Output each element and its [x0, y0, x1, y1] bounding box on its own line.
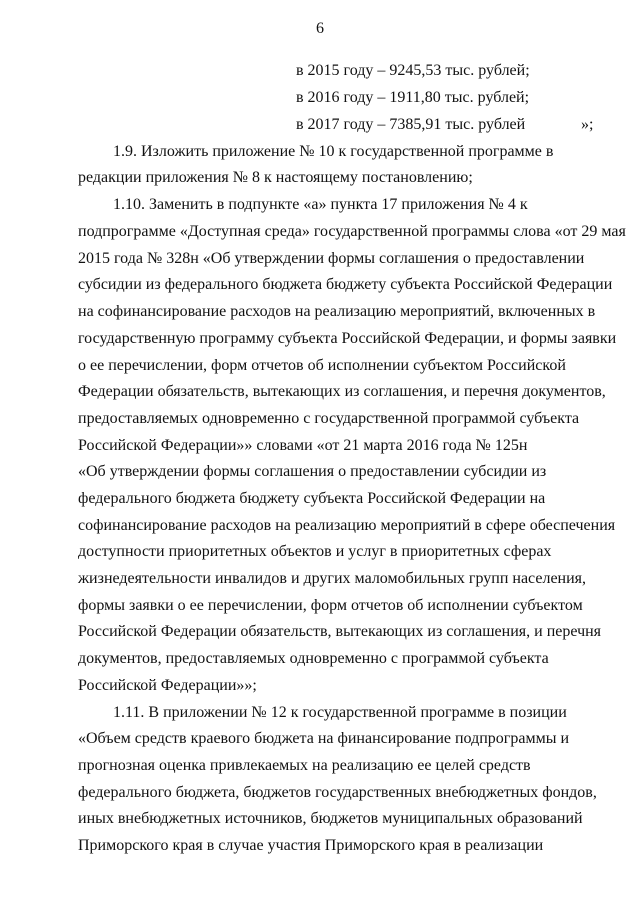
item-1-10-line-6: государственную программу субъекта Российской Федерации, и формы заявки	[78, 330, 617, 347]
item-1-11-line-3: прогнозная оценка привлекаемых на реализацию ее целей средств	[78, 757, 531, 774]
item-1-10-line-9: предоставляемых одновременно с государственной программой субъекта	[78, 410, 580, 427]
item-1-10-line-3: 2015 года № 328н «Об утверждении формы соглашения о предоставлении	[78, 250, 585, 267]
item-1-10-line-2: подпрограмме «Доступная среда» государственной программы слова «от 29 мая	[78, 223, 626, 240]
item-1-11-line-1: 1.11. В приложении № 12 к государственной программе в позиции	[113, 704, 567, 721]
item-1-10-line-15: жизнедеятельности инвалидов и других маломобильных групп населения,	[78, 570, 587, 587]
item-1-10-line-4: субсидии из федерального бюджета бюджету субъекта Российской Федерации	[78, 276, 613, 293]
item-1-10-line-16: формы заявки о ее перечислении, форм отчетов об исполнении субъектом	[78, 597, 583, 614]
item-1-10-line-19: Российской Федерации»»;	[78, 677, 257, 694]
item-1-10-line-1: 1.10. Заменить в подпункте «а» пункта 17 приложения № 4 к	[113, 196, 528, 213]
item-1-10-line-13: софинансирование расходов на реализацию мероприятий в сфере обеспечения	[78, 517, 616, 534]
item-1-11-line-6: Приморского края в случае участия Приморского края в реализации	[78, 837, 544, 854]
item-1-11-line-5: иных внебюджетных источников, бюджетов муниципальных образований	[78, 810, 583, 827]
item-1-10-line-5: на софинансирование расходов на реализацию мероприятий, включенных в	[78, 303, 596, 320]
funding-line-2016: в 2016 году – 1911,80 тыс. рублей;	[296, 89, 530, 106]
funding-line-2017: в 2017 году – 7385,91 тыс. рублей	[296, 116, 526, 133]
item-1-10-line-8: Федерации обязательств, вытекающих из соглашения, и перечня документов,	[78, 383, 606, 400]
closing-quote: »;	[581, 116, 594, 133]
item-1-11-line-2: «Объем средств краевого бюджета на финансирование подпрограммы и	[78, 730, 570, 747]
funding-line-2015: в 2015 году – 9245,53 тыс. рублей;	[296, 62, 530, 79]
item-1-10-line-10: Российской Федерации»» словами «от 21 марта 2016 года № 125н	[78, 437, 528, 454]
item-1-10-line-7: о ее перечислении, форм отчетов об исполнении субъектом Российской	[78, 357, 566, 374]
item-1-10-line-17: Российской Федерации обязательств, вытекающих из соглашения, и перечня	[78, 623, 602, 640]
page-number: 6	[316, 20, 324, 37]
item-1-10-line-18: документов, предоставляемых одновременно с программой субъекта	[78, 650, 549, 667]
item-1-11-line-4: федерального бюджета, бюджетов государственных внебюджетных фондов,	[78, 784, 597, 801]
item-1-10-line-11: «Об утверждении формы соглашения о предоставлении субсидии из	[78, 463, 547, 480]
item-1-9-line-1: 1.9. Изложить приложение № 10 к государственной программе в	[113, 143, 554, 160]
item-1-10-line-12: федерального бюджета бюджету субъекта Российской Федерации на	[78, 490, 546, 507]
item-1-9-line-2: редакции приложения № 8 к настоящему постановлению;	[78, 169, 473, 186]
item-1-10-line-14: доступности приоритетных объектов и услуг в приоритетных сферах	[78, 543, 552, 560]
